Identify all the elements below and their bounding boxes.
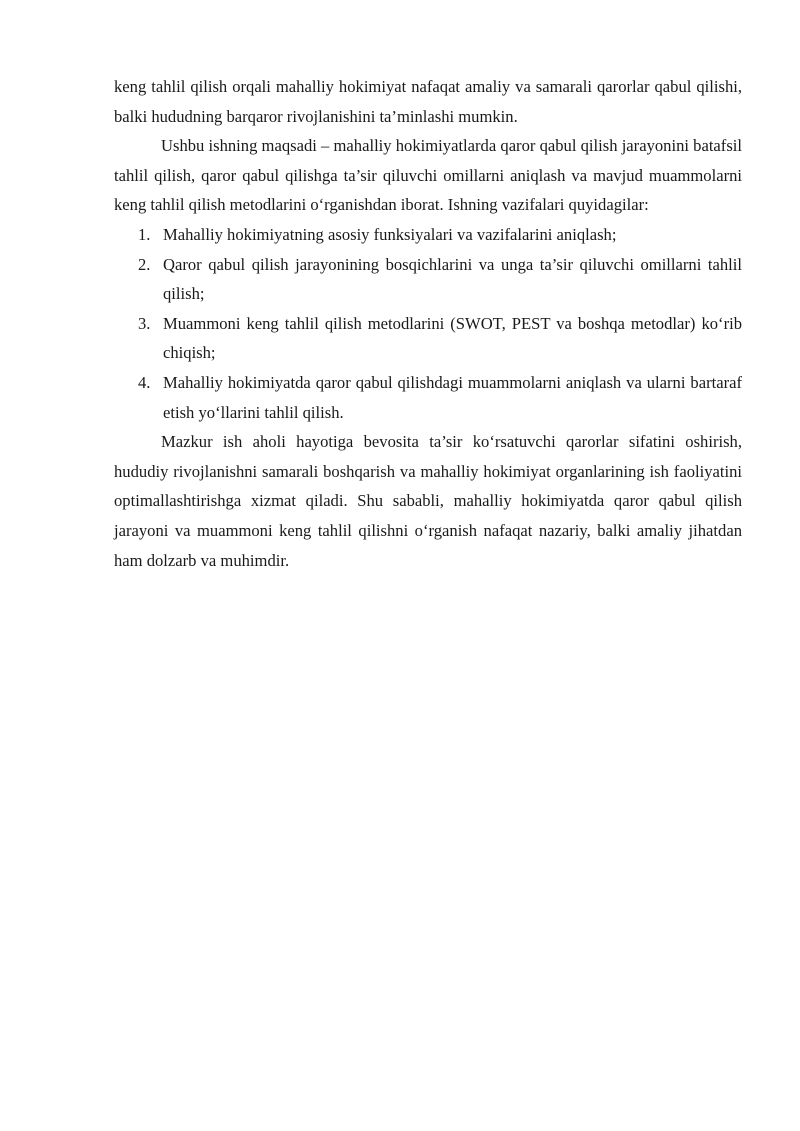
list-item <box>114 250 742 309</box>
list-item <box>114 309 742 368</box>
paragraph-conclusion: Mazkur ish aholi hayotiga bevosita ta’sir ko‘rsatuvchi qarorlar sifatini oshirish, hududiy rivojlanishni samarali boshqarish va mahalliy hokimiyat organlarining ish faoliyatini optimallashtirishga xizmat qiladi. Shu sababli, mahalliy hokimiyatda qaror qabul qilish jarayoni va muammoni keng tahlil qilishni o‘rganish nafaqat nazariy, balki amaliy jihatdan ham dolzarb va muhimdir. <box>114 432 742 570</box>
tasks-list <box>114 220 742 427</box>
list-item-text: Mahalliy hokimiyatda qaror qabul qilishdagi muammolarni aniqlash va ularni bartaraf etish yo‘llarini tahlil qilish. <box>163 372 742 422</box>
list-item-number: 3. <box>138 313 151 333</box>
list-item-number: 4. <box>138 372 151 392</box>
paragraph-continued: keng tahlil qilish orqali mahalliy hokimiyat nafaqat amaliy va samarali qarorlar qabul qilishi, balki hududning barqaror rivojlanishini ta’minlashi mumkin. <box>114 77 742 126</box>
list-item-text: Muammoni keng tahlil qilish metodlarini (SWOT, PEST va boshqa metodlar) ko‘rib chiqish; <box>163 313 742 363</box>
list-item-number: 1. <box>138 224 151 244</box>
list-item-text: Mahalliy hokimiyatning asosiy funksiyalari va vazifalarini aniqlash; <box>163 224 617 244</box>
list-item <box>114 220 742 250</box>
paragraph-goal: Ushbu ishning maqsadi – mahalliy hokimiyatlarda qaror qabul qilish jarayonini batafsil tahlil qilish, qaror qabul qilishga ta’sir qiluvchi omillarni aniqlash va mavjud muammolarni keng tahlil qilish metodlarini o‘rganishdan iborat. Ishning vazifalari quyidagilar: <box>114 136 742 215</box>
list-item <box>114 368 742 427</box>
list-item-text: Qaror qabul qilish jarayonining bosqichlarini va unga ta’sir qiluvchi omillarni tahlil qilish; <box>163 254 742 304</box>
list-item-number: 2. <box>138 254 151 274</box>
body-text <box>114 72 742 575</box>
